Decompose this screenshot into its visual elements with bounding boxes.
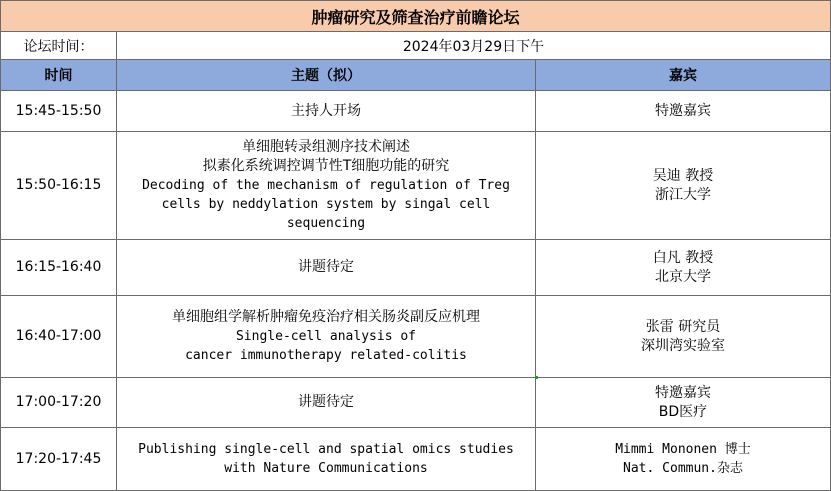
guest-line: Nat. Commun.杂志 <box>623 461 743 476</box>
topic-line-en: Decoding of the mechanism of regulation of Treg <box>142 178 510 193</box>
guest-line: BD医疗 <box>658 403 708 420</box>
header-row <box>0 60 831 91</box>
guest-line: 特邀嘉宾 <box>655 102 711 119</box>
topic-line-en: Publishing single-cell and spatial omics studies <box>138 442 514 457</box>
time-cell <box>0 91 117 132</box>
time-cell <box>0 296 117 378</box>
time-text: 16:15-16:40 <box>15 259 102 275</box>
time-text: 15:45-15:50 <box>15 102 102 119</box>
table-row <box>0 132 831 240</box>
table-row <box>0 240 831 296</box>
topic-line: 讲题待定 <box>298 259 354 275</box>
guest-line: 深圳湾实验室 <box>641 337 725 354</box>
title-cell <box>0 0 831 32</box>
topic-line: 拟素化系统调控调节性T细胞功能的研究 <box>202 158 450 174</box>
topic-line-en: sequencing <box>286 216 366 231</box>
topic-line-en: with Nature Communications <box>224 461 428 476</box>
topic-line: 单细胞组学解析肿瘤免疫治疗相关肠炎副反应机理 <box>172 309 480 325</box>
guest-cell <box>536 296 831 378</box>
guest-cell <box>536 240 831 296</box>
topic-cell <box>117 378 536 428</box>
topic-line-en: Single-cell analysis of <box>235 329 416 344</box>
header-guest-label: 嘉宾 <box>669 68 697 84</box>
header-time <box>0 60 117 91</box>
time-cell <box>0 378 117 428</box>
topic-line-en: cancer immunotherapy related-colitis <box>185 348 467 363</box>
time-text: 16:40-17:00 <box>15 328 102 344</box>
time-cell <box>0 240 117 296</box>
guest-line: 浙江大学 <box>655 186 711 203</box>
info-label: 论坛时间： <box>23 38 94 55</box>
topic-cell <box>117 240 536 296</box>
guest-cell <box>536 428 831 491</box>
header-guest <box>536 60 831 91</box>
table-title: 肿瘤研究及筛查治疗前瞻论坛 <box>311 7 520 27</box>
title-row <box>0 0 831 32</box>
header-topic <box>117 60 536 91</box>
guest-line: 北京大学 <box>655 268 711 285</box>
guest-line: 白凡 教授 <box>652 249 714 266</box>
table-row <box>0 378 831 428</box>
guest-cell <box>536 132 831 240</box>
header-time-label: 时间 <box>44 68 73 84</box>
time-text: 17:20-17:45 <box>15 450 102 467</box>
topic-cell <box>117 428 536 491</box>
time-text: 17:00-17:20 <box>15 394 102 410</box>
topic-line: 主持人开场 <box>291 102 361 119</box>
guest-cell <box>536 378 831 428</box>
time-cell <box>0 428 117 491</box>
header-topic-label: 主题（拟） <box>291 68 361 84</box>
guest-line: 特邀嘉宾 <box>655 384 711 401</box>
guest-line: Mimmi Mononen 博士 <box>615 442 751 457</box>
table-row <box>0 428 831 491</box>
topic-line: 单细胞转录组测序技术阐述 <box>242 139 410 155</box>
table-row <box>0 91 831 132</box>
info-label-cell <box>0 32 117 60</box>
info-row <box>0 32 831 60</box>
topic-cell <box>117 296 536 378</box>
topic-cell <box>117 91 536 132</box>
guest-cell <box>536 91 831 132</box>
info-value-cell <box>117 32 831 60</box>
time-cell <box>0 132 117 240</box>
time-text: 15:50-16:15 <box>15 177 102 193</box>
guest-line: 张雷 研究员 <box>645 318 721 335</box>
guest-line: 吴迪 教授 <box>652 167 714 184</box>
topic-line: 讲题待定 <box>298 394 354 410</box>
cell-comment-marker <box>535 376 538 379</box>
topic-line-en: cells by neddylation system by singal cell <box>161 197 491 212</box>
info-value: 2024年03月29日下午 <box>402 38 545 55</box>
topic-cell <box>117 132 536 240</box>
table-row <box>0 296 831 378</box>
